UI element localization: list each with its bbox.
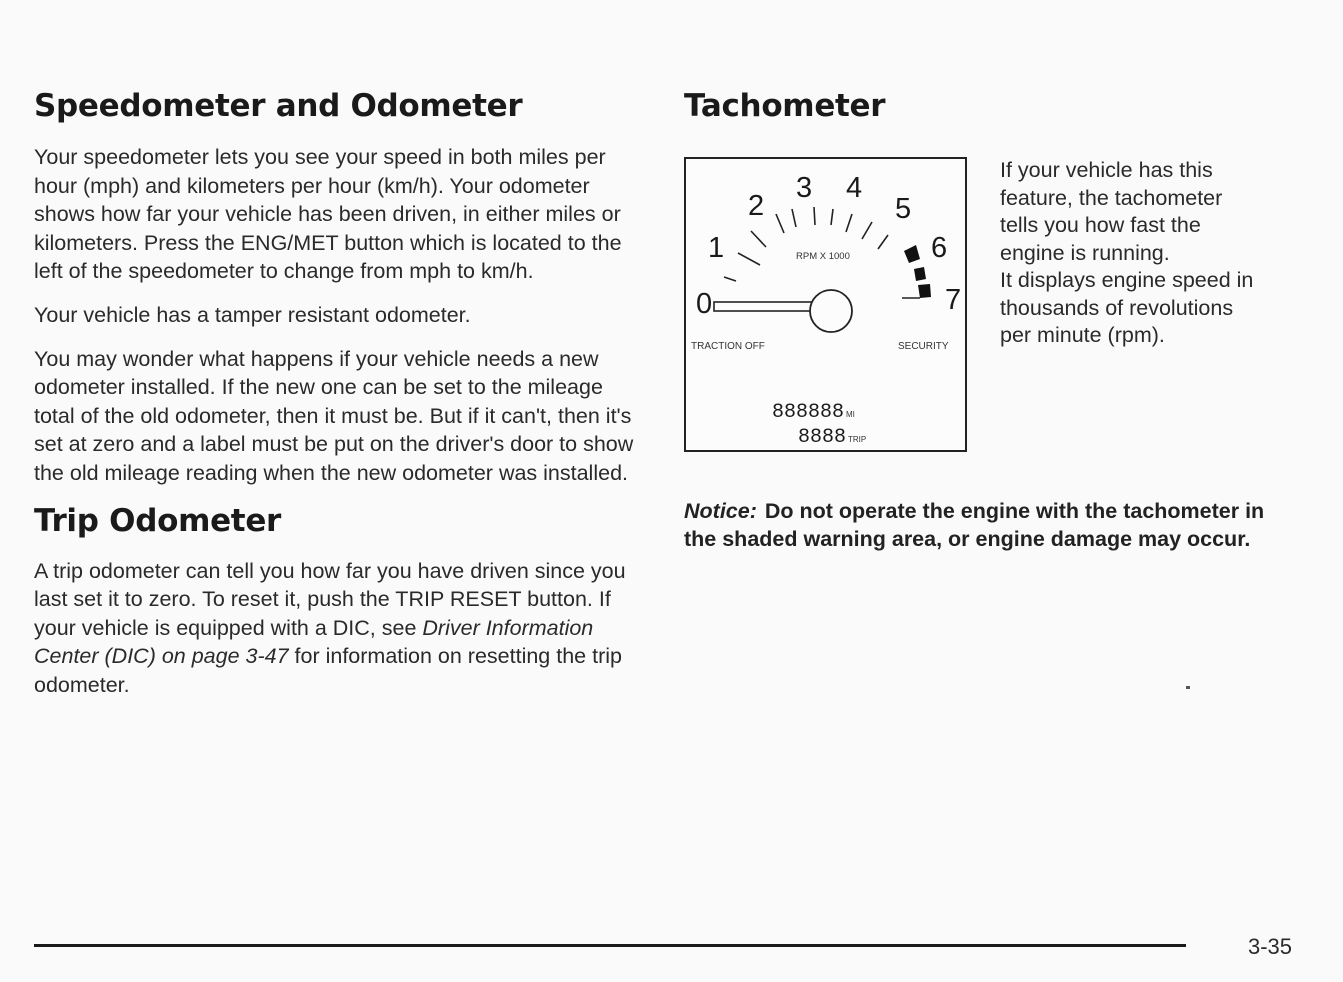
tachometer-line: tells you how fast the <box>1000 213 1201 237</box>
warning-zone-marks <box>904 245 931 298</box>
notice-block <box>684 498 1284 553</box>
odometer-digits: 888888 <box>772 401 845 424</box>
security-label: SECURITY <box>898 341 949 352</box>
page-number: 3-35 <box>1248 934 1293 959</box>
warning-mark <box>904 245 920 263</box>
tachometer-description <box>1000 157 1300 350</box>
right-column <box>684 88 1314 553</box>
traction-off-label: TRACTION OFF <box>691 341 765 352</box>
gauge-tick <box>862 222 872 239</box>
tachometer-gauge-svg <box>686 159 969 454</box>
speedometer-paragraph-1: Your speedometer lets you see your speed in both miles per hour (mph) and kilometers per hour (km/h). Your odometer shows how far your vehicle has been driven, in either miles or kilometers. Press the ENG/MET button which is located to the left of the speedometer to change from mph to km/h. <box>34 145 622 284</box>
trip-text-after: for information on resetting the trip odometer. <box>34 644 622 697</box>
gauge-number-1: 1 <box>708 232 725 264</box>
gauge-tick <box>792 209 796 227</box>
gauge-tick <box>776 214 784 233</box>
gauge-number-4: 4 <box>846 172 863 204</box>
gauge-number-0: 0 <box>696 288 713 320</box>
gauge-number-6: 6 <box>931 232 948 264</box>
tachometer-heading: Tachometer <box>684 88 886 124</box>
gauge-tick <box>738 253 760 265</box>
tachometer-section <box>684 157 1314 457</box>
tachometer-line: feature, the tachometer <box>1000 185 1223 210</box>
trip-odometer-paragraph <box>34 557 634 700</box>
tachometer-line: thousands of revolutions <box>1000 295 1234 320</box>
tachometer-line: If your vehicle has this <box>1000 158 1213 182</box>
left-column <box>34 88 634 715</box>
dic-reference-link[interactable]: Driver Information Center (DIC) on page 3-47 <box>34 615 594 669</box>
notice-label: Notice: <box>684 499 757 523</box>
gauge-number-2: 2 <box>748 190 765 222</box>
gauge-tick <box>724 277 736 281</box>
footer-rule <box>34 944 1186 947</box>
trip-unit: TRIP <box>848 435 867 444</box>
speedometer-paragraph-3: You may wonder what happens if your vehicle needs a new odometer installed. If the new one can be set to the mileage total of the old odometer, then it must be. But if it can't, then it's set at zero and a label must be put on the driver's door to show the old mileage reading when the new odometer was installed. <box>34 346 634 485</box>
gauge-tick <box>814 207 815 225</box>
gauge-number-5: 5 <box>895 193 912 225</box>
trip-odometer-heading: Trip Odometer <box>34 502 282 539</box>
tachometer-line: engine is running. <box>1000 240 1170 265</box>
speedometer-heading: Speedometer and Odometer <box>34 88 523 124</box>
trip-digits: 8888 <box>798 426 847 449</box>
stray-mark <box>1186 686 1190 689</box>
gauge-scale-label: RPM X 1000 <box>796 251 850 262</box>
gauge-hub <box>810 290 852 332</box>
gauge-number-3: 3 <box>796 172 813 204</box>
warning-mark <box>918 284 931 298</box>
tachometer-line: per minute (rpm). <box>1000 323 1165 347</box>
notice-text: Do not operate the engine with the tachometer in the shaded warning area, or engine damage may occur. <box>684 499 1265 551</box>
tachometer-line: It displays engine speed in <box>1000 268 1254 292</box>
gauge-tick <box>831 209 833 225</box>
gauge-tick <box>846 214 852 232</box>
gauge-tick <box>878 235 888 249</box>
tachometer-illustration <box>684 157 967 452</box>
gauge-number-7: 7 <box>945 284 962 316</box>
gauge-needle <box>714 302 814 311</box>
warning-mark <box>914 267 926 281</box>
gauge-tick <box>751 231 766 247</box>
odometer-unit: MI <box>846 410 855 419</box>
trip-text-before: A trip odometer can tell you how far you have driven since you last set it to zero. To reset it, push the TRIP RESET button. If your vehicle is equipped with a DIC, see <box>34 558 626 640</box>
speedometer-paragraph-2: Your vehicle has a tamper resistant odometer. <box>34 302 471 327</box>
